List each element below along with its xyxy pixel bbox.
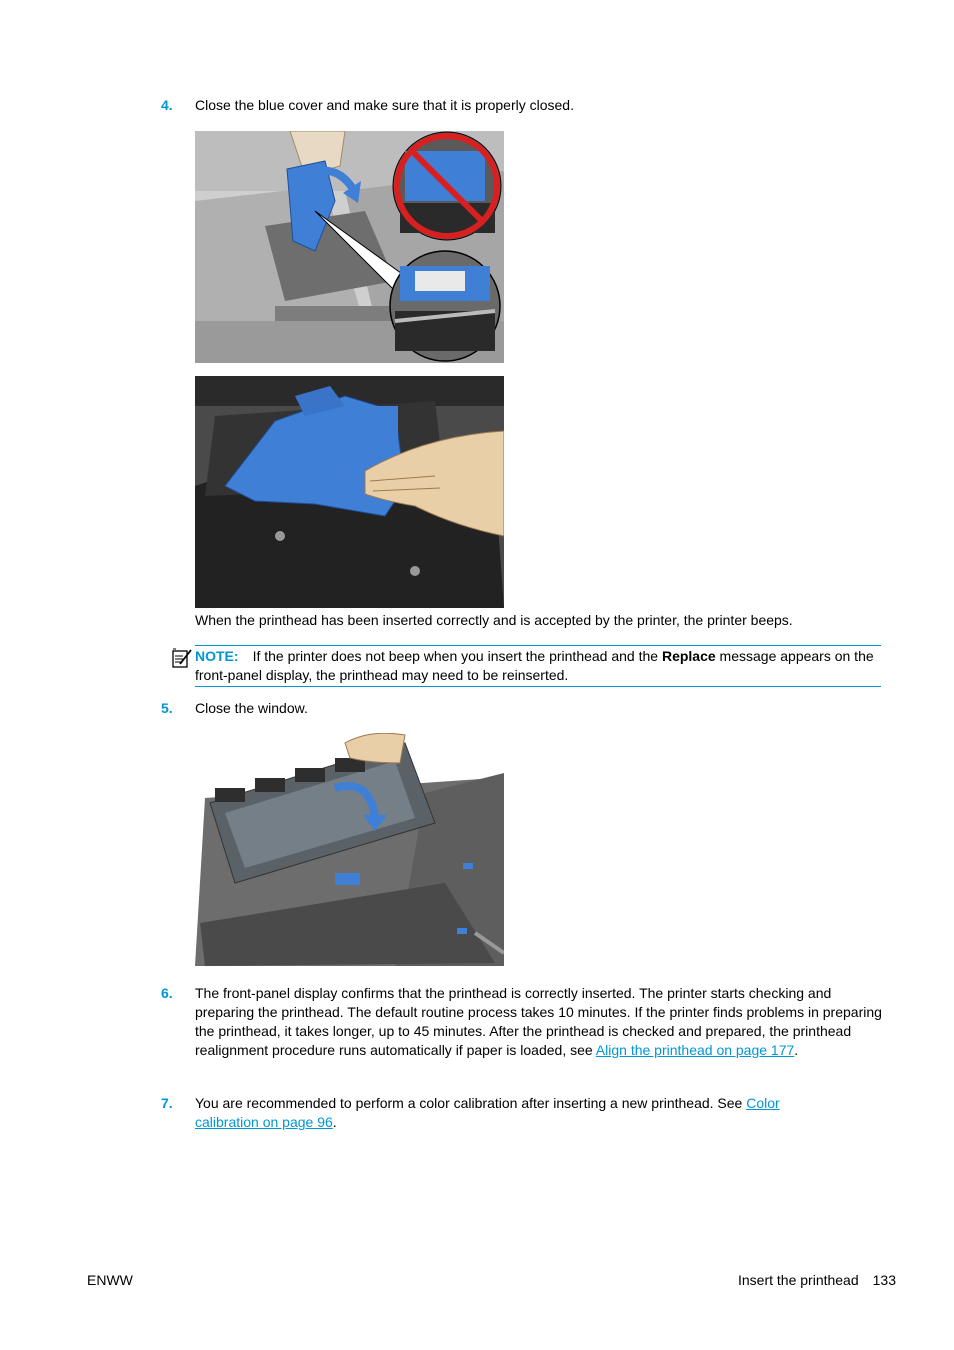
step-6-text xyxy=(195,984,885,1060)
step-7-body: You are recommended to perform a color calibration after inserting a new printhead. See xyxy=(195,1095,747,1111)
note-text xyxy=(195,647,881,685)
page-number: 133 xyxy=(872,1272,896,1288)
step-6-body: The front-panel display confirms that the printhead is correctly inserted. The printer starts checking and preparing the printhead. The default routine process takes 10 minutes. If the printer finds problems in preparing the printhead, it takes longer, up to 45 minutes. After the printhead is checked and prepared, the printhead realignment procedure runs automatically if paper is loaded, see xyxy=(195,985,882,1058)
note-label: NOTE: xyxy=(195,648,239,664)
step-6-period: . xyxy=(794,1042,799,1058)
step-4-text: Close the blue cover and make sure that it is properly closed. xyxy=(195,97,574,113)
color-calibration-link[interactable]: Color calibration on page 96 xyxy=(195,1095,780,1130)
step-6-number: 6. xyxy=(161,985,173,1001)
note-icon xyxy=(171,647,193,669)
note-text-after: message appears on the front-panel display, the printhead may need to be reinserted. xyxy=(195,648,874,683)
figure-close-cover-callouts xyxy=(195,131,504,363)
step-7-text xyxy=(195,1094,835,1132)
footer-enww: ENWW xyxy=(87,1272,133,1288)
note-text-before: If the printer does not beep when you insert the printhead and the xyxy=(252,648,662,664)
note-bold-replace: Replace xyxy=(661,648,716,664)
footer-right xyxy=(738,1271,896,1290)
note-box xyxy=(195,645,881,687)
figure-close-window xyxy=(195,733,504,966)
step-5-text: Close the window. xyxy=(195,700,308,716)
footer-section: Insert the printhead xyxy=(738,1272,859,1288)
step-7-period: . xyxy=(332,1114,337,1130)
align-printhead-link[interactable]: Align the printhead on page 177 xyxy=(595,1042,795,1058)
beep-text: When the printhead has been inserted correctly and is accepted by the printer, the printer beeps. xyxy=(195,612,793,628)
step-7-number: 7. xyxy=(161,1095,173,1111)
step-5-number: 5. xyxy=(161,700,173,716)
step-4-number: 4. xyxy=(161,97,173,113)
figure-push-cover-down xyxy=(195,376,504,608)
